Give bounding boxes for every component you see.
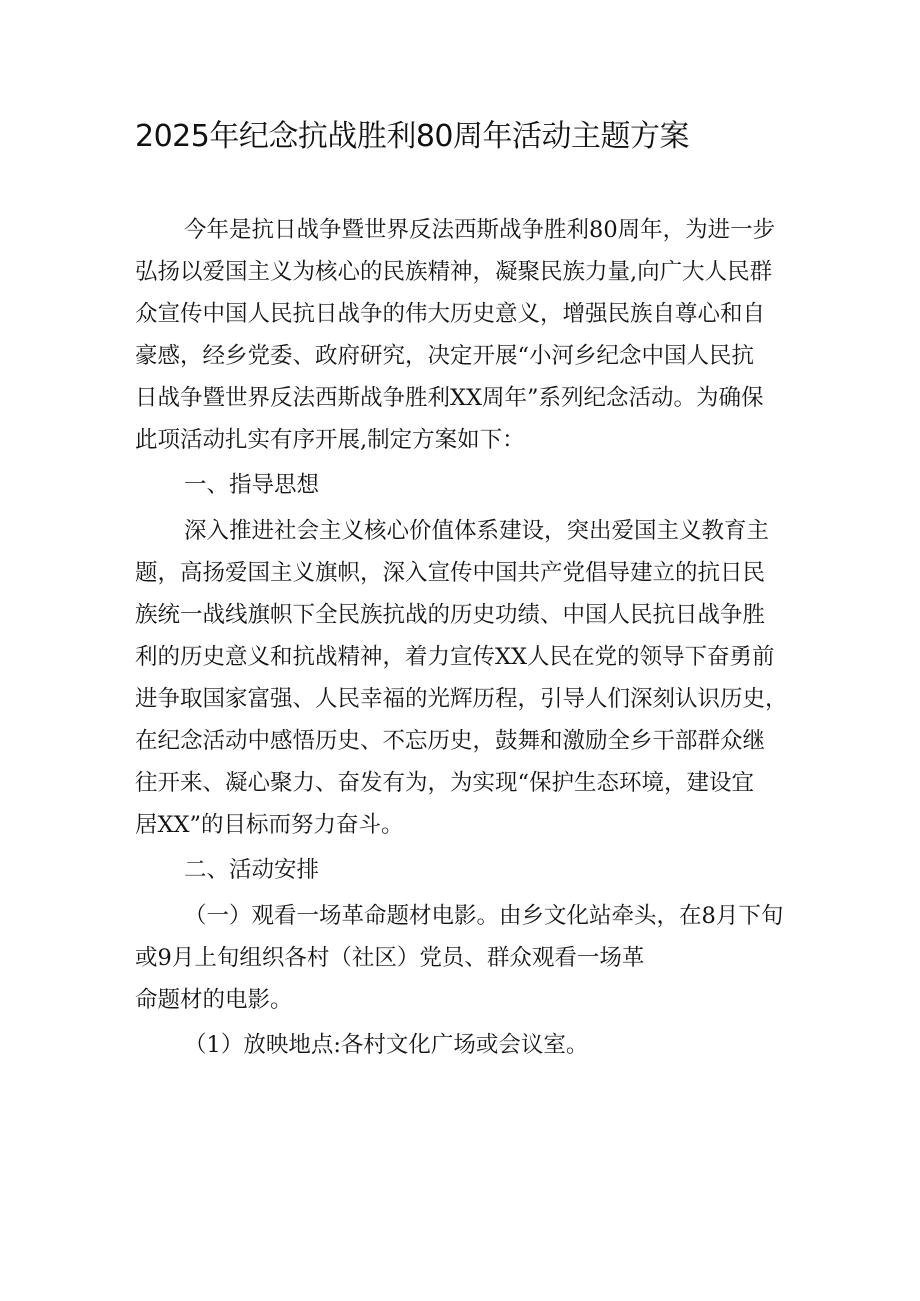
document-title: 2025年纪念抗战胜利80周年活动主题方案 (135, 119, 690, 154)
intro-line-6: 此项活动扎实有序开展,制定方案如下： (135, 427, 525, 453)
activity1-line-1: （一）观看一场革命题材电影。由乡文化站牵头，在8月下旬 (184, 903, 784, 929)
item1-screening-location: （1）放映地点:各村文化广场或会议室。 (184, 1032, 589, 1058)
activity1-line-3: 命题材的电影。 (135, 987, 293, 1013)
section1-line-6: 在纪念活动中感悟历史、不忘历史，鼓舞和激励全乡干部群众继 (135, 728, 766, 754)
intro-line-3: 众宣传中国人民抗日战争的伟大历史意义，增强民族自尊心和自 (135, 301, 766, 327)
intro-line-1: 今年是抗日战争暨世界反法西斯战争胜利80周年，为进一步 (184, 217, 776, 243)
section1-line-7: 往开来、凝心聚力、奋发有为，为实现“保护生态环境，建设宜 (135, 770, 755, 796)
section1-line-5: 进争取国家富强、人民幸福的光辉历程，引导人们深刻认识历史， (135, 686, 788, 712)
activity1-line-2: 或9月上旬组织各村（社区）党员、群众观看一场革 (135, 945, 645, 971)
section1-line-2: 题，高扬爱国主义旗帜，深入宣传中国共产党倡导建立的抗日民 (135, 560, 766, 586)
section1-line-1: 深入推进社会主义核心价值体系建设，突出爱国主义教育主 (184, 518, 770, 544)
section-heading-guiding-thought: 一、指导思想 (184, 472, 320, 498)
intro-line-2: 弘扬以爱国主义为核心的民族精神，凝聚民族力量,向广大人民群 (135, 259, 773, 285)
section1-line-3: 族统一战线旗帜下全民族抗战的历史功绩、中国人民抗日战争胜 (135, 602, 766, 628)
section1-line-8: 居XX”的目标而努力奋斗。 (135, 812, 404, 838)
intro-line-4: 豪感，经乡党委、政府研究，决定开展“小河乡纪念中国人民抗 (135, 343, 755, 369)
section1-line-4: 利的历史意义和抗战精神，着力宣传XX人民在党的领导下奋勇前 (135, 644, 775, 670)
section-heading-activity-arrangement: 二、活动安排 (184, 857, 320, 883)
intro-line-5: 日战争暨世界反法西斯战争胜利XX周年”系列纪念活动。为确保 (135, 385, 764, 411)
